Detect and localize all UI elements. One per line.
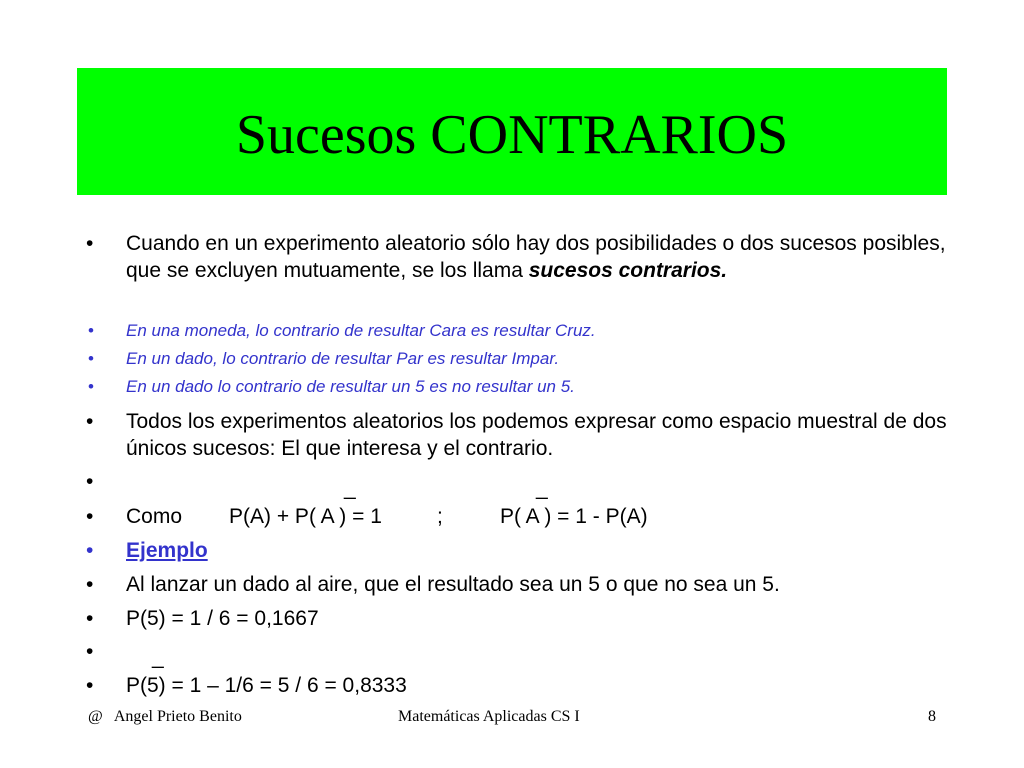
footer-course: Matemáticas Aplicadas CS I <box>398 708 580 725</box>
definition-text: Cuando en un experimento aleatorio sólo hay dos posibilidades o dos sucesos posibles, que se excluyen mutuamente, se los llama <box>126 232 946 282</box>
formula-complement: P( A ) = 1 - P(A) <box>500 505 648 528</box>
bullet-marker: • <box>86 573 94 596</box>
complement-overbar: _ <box>152 646 164 669</box>
bullet-marker: • <box>86 607 94 630</box>
como-label: Como <box>126 505 183 528</box>
formula-separator: ; <box>437 505 443 528</box>
bullet-prob-not-five: P(5) = 1 – 1/6 = 5 / 6 = 0,8333 <box>126 674 407 697</box>
definition-emphasis: sucesos contrarios. <box>528 259 728 282</box>
bullet-die-parity: En un dado, lo contrario de resultar Par es resultar Impar. <box>126 349 560 368</box>
bullet-die-throw: Al lanzar un dado al aire, que el resultado sea un 5 o que no sea un 5. <box>126 573 780 596</box>
bullet-die-five: En un dado lo contrario de resultar un 5 es no resultar un 5. <box>126 377 575 396</box>
bullet-definition <box>126 230 956 284</box>
bullet-sample-space: Todos los experimentos aleatorios los podemos expresar como espacio muestral de dos únicos sucesos: El que interesa y el contrario. <box>126 410 947 460</box>
bullet-marker: • <box>86 505 94 528</box>
bullet-marker: • <box>88 321 94 340</box>
bullet-prob-five: P(5) = 1 / 6 = 0,1667 <box>126 607 319 630</box>
example-link[interactable]: Ejemplo <box>126 539 208 562</box>
slide-title: Sucesos CONTRARIOS <box>235 103 789 166</box>
formula-sum: P(A) + P( A ) = 1 <box>229 505 382 528</box>
bullet-marker: • <box>86 232 94 255</box>
bullet-marker: • <box>86 539 94 562</box>
footer-author: @ Angel Prieto Benito <box>88 708 242 725</box>
bullet-coin-example: En una moneda, lo contrario de resultar Cara es resultar Cruz. <box>126 321 596 340</box>
complement-overbar: _ <box>344 477 356 500</box>
bullet-marker: • <box>86 640 94 663</box>
bullet-marker: • <box>86 410 94 433</box>
complement-overbar: _ <box>536 477 548 500</box>
footer-page-number: 8 <box>928 708 936 725</box>
bullet-marker: • <box>86 470 94 493</box>
bullet-marker: • <box>88 377 94 396</box>
bullet-marker: • <box>86 674 94 697</box>
bullet-marker: • <box>88 349 94 368</box>
